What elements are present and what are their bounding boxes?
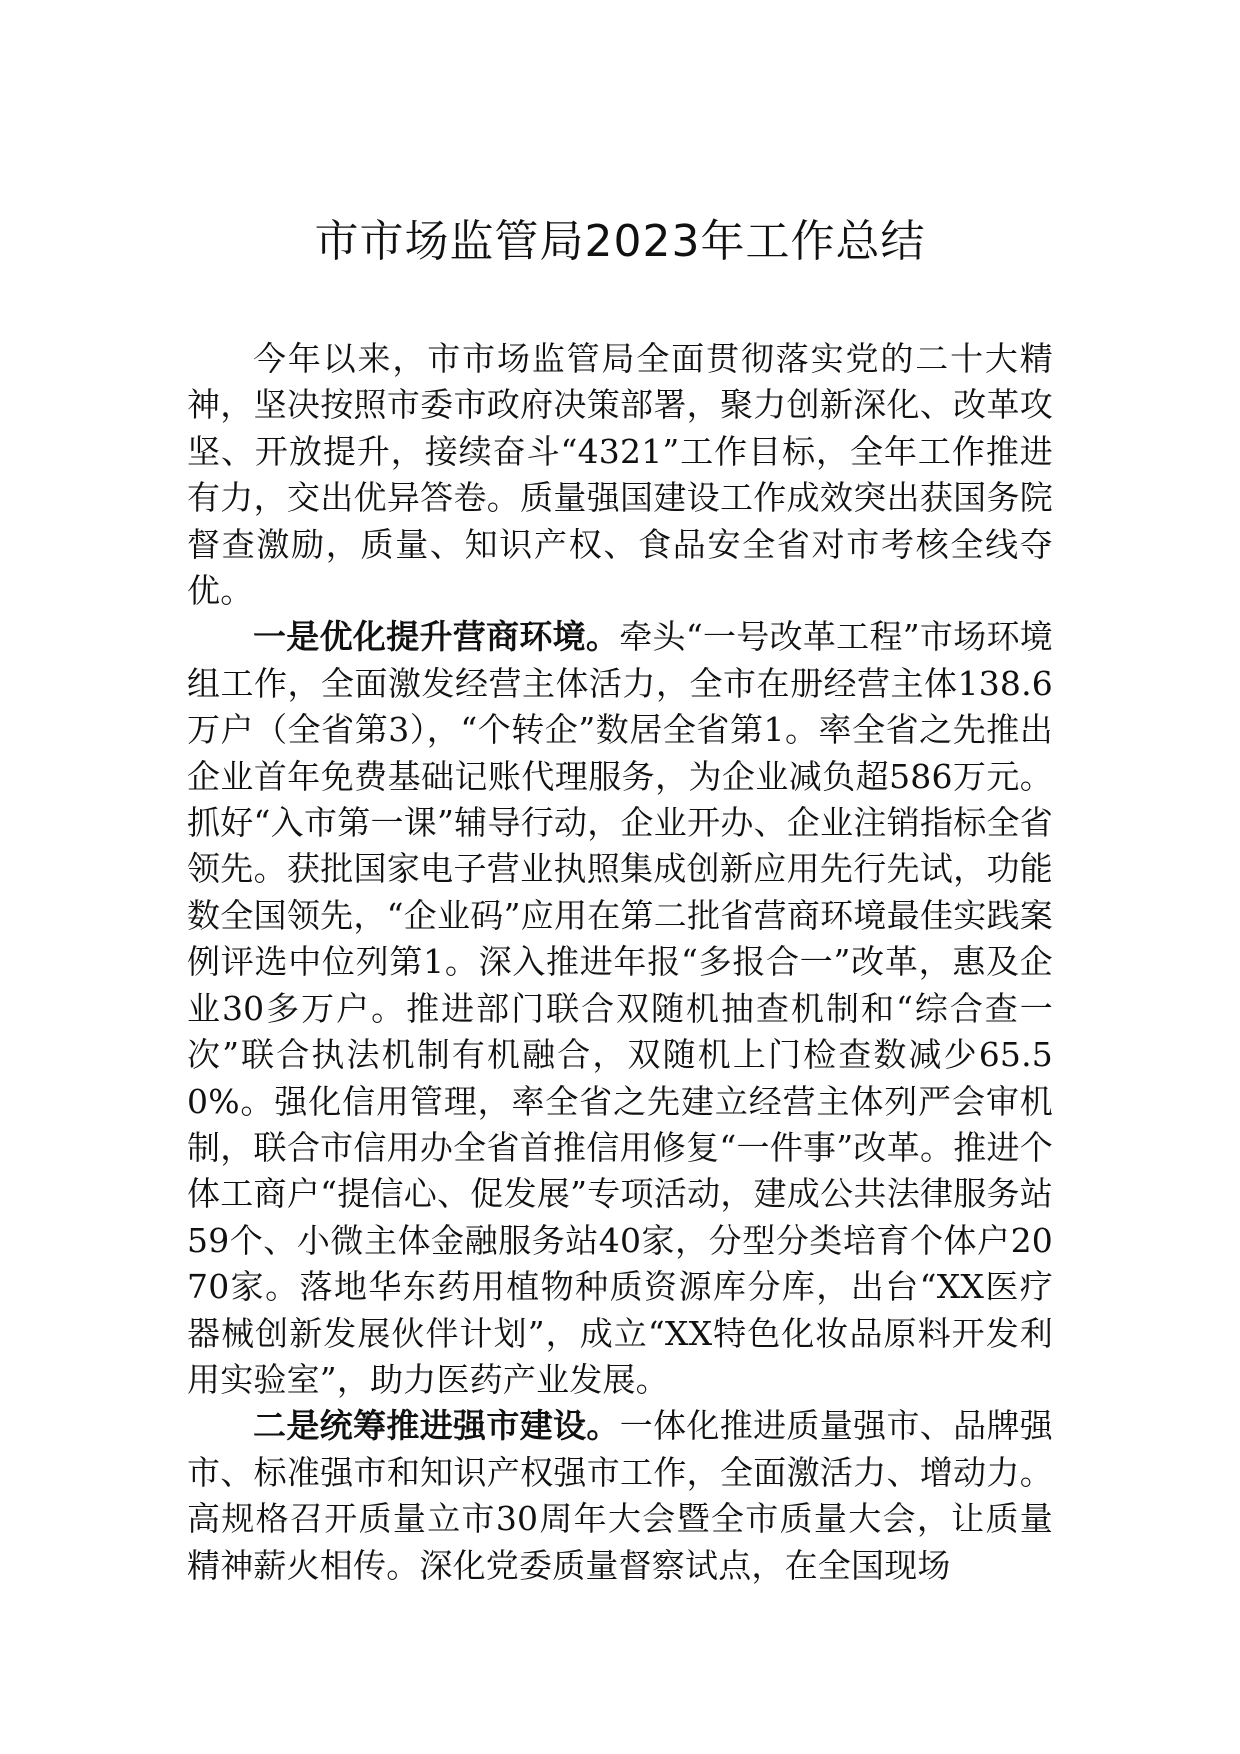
section-heading-1: 一是优化提升营商环境。	[253, 617, 620, 657]
section-paragraph-2	[187, 1403, 1053, 1589]
section-paragraph-1	[187, 614, 1053, 1403]
document-title: 市市场监管局2023年工作总结	[314, 216, 926, 267]
section-text-1: 牵头“一号改革工程”市场环境组工作，全面激发经营主体活力，全市在册经营主体138.6万户（全省第3），“个转企”数居全省第1。率全省之先推出企业首年免费基础记账代理服务，为企业减负超586万元。抓好“入市第一课”辅导行动，企业开办、企业注销指标全省领先。获批国家电子营业执照集成创新应用先行先试，功能数全国领先，“企业码”应用在第二批省营商环境最佳实践案例评选中位列第1。深入推进年报“多报合一”改革，惠及企业30多万户。推进部门联合双随机抽查机制和“综合查一次”联合执法机制有机融合，双随机上门检查数减少65.50%。强化信用管理，率全省之先建立经营主体列严会审机制，联合市信用办全省首推信用修复“一件事”改革。推进个体工商户“提信心、促发展”专项活动，建成公共法律服务站59个、小微主体金融服务站40家，分型分类培育个体户2070家。落地华东药用植物种质资源库分库，出台“XX医疗器械创新发展伙伴计划”，成立“XX特色化妆品原料开发利用实验室”，助力医药产业发展。	[187, 617, 1053, 1399]
intro-paragraph: 今年以来，市市场监管局全面贯彻落实党的二十大精神，坚决按照市委市政府决策部署，聚力创新深化、改革攻坚、开放提升，接续奋斗“4321”工作目标，全年工作推进有力，交出优异答卷。质量强国建设工作成效突出获国务院督查激励，质量、知识产权、食品安全省对市考核全线夺优。	[187, 339, 1053, 611]
document-body	[187, 336, 1053, 1589]
section-heading-2: 二是统筹推进强市建设。	[253, 1406, 620, 1446]
section-text-2: 一体化推进质量强市、品牌强市、标准强市和知识产权强市工作，全面激活力、增动力。高规格召开质量立市30周年大会暨全市质量大会，让质量精神薪火相传。深化党委质量督察试点，在全国现场	[187, 1406, 1053, 1585]
